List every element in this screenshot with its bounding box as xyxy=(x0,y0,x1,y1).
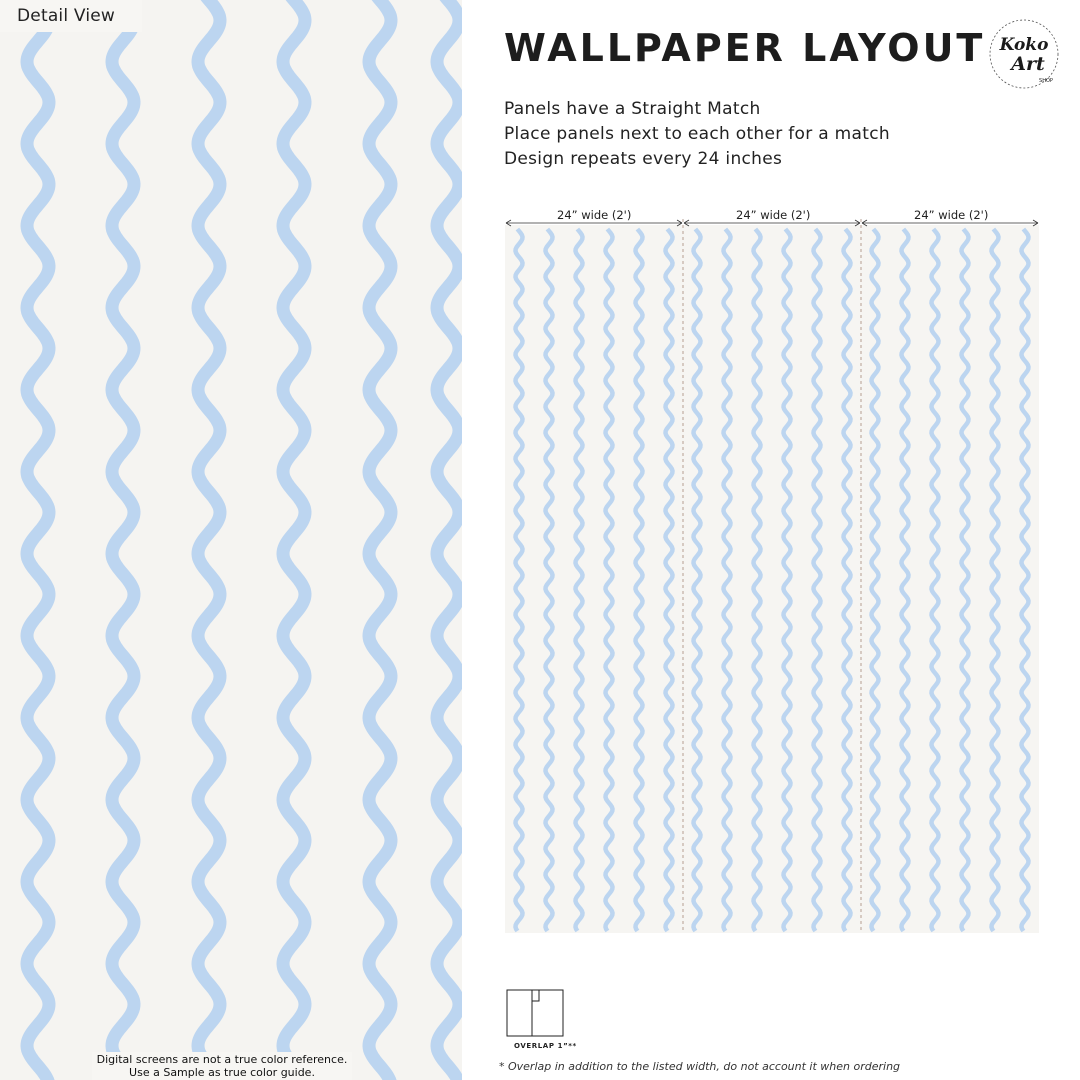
panel-2-width-label: 24” wide (2') xyxy=(733,208,813,222)
wallpaper-layout-diagram xyxy=(500,205,1045,935)
detail-wave-stripe xyxy=(369,0,391,1080)
panel-3-width-label: 24” wide (2') xyxy=(911,208,991,222)
info-line-placement: Place panels next to each other for a match xyxy=(504,124,890,144)
logo-text-3: SHOP xyxy=(1039,78,1053,84)
wallpaper-panel xyxy=(683,225,861,933)
info-line-repeat: Design repeats every 24 inches xyxy=(504,149,783,169)
overlap-label: OVERLAP 1”** xyxy=(514,1042,577,1050)
info-line-straight-match: Panels have a Straight Match xyxy=(504,99,761,119)
wallpaper-panel xyxy=(505,225,683,933)
overlap-icon xyxy=(506,989,564,1039)
detail-view-panel xyxy=(0,0,462,1080)
overlap-note: * Overlap in addition to the listed width, do not account it when ordering xyxy=(499,1060,901,1073)
detail-view-label: Detail View xyxy=(0,0,142,32)
koko-art-logo xyxy=(984,14,1064,94)
detail-wave-stripe xyxy=(27,0,49,1080)
color-disclaimer xyxy=(92,1052,352,1080)
wallpaper-panel xyxy=(861,225,1039,933)
color-disclaimer-line1: Digital screens are not a true color reference. xyxy=(96,1053,348,1066)
detail-wave-stripe xyxy=(437,0,459,1080)
logo-text-2: Art xyxy=(1011,53,1045,75)
detail-pattern xyxy=(0,0,462,1080)
detail-wave-stripe xyxy=(283,0,305,1080)
detail-wave-stripe xyxy=(198,0,220,1080)
logo-text-1: Koko xyxy=(999,35,1049,55)
color-disclaimer-line2: Use a Sample as true color guide. xyxy=(129,1066,315,1079)
page-title: WALLPAPER LAYOUT xyxy=(504,26,986,70)
detail-wave-stripe xyxy=(112,0,134,1080)
panel-1-width-label: 24” wide (2') xyxy=(554,208,634,222)
layout-panels xyxy=(500,205,1045,935)
